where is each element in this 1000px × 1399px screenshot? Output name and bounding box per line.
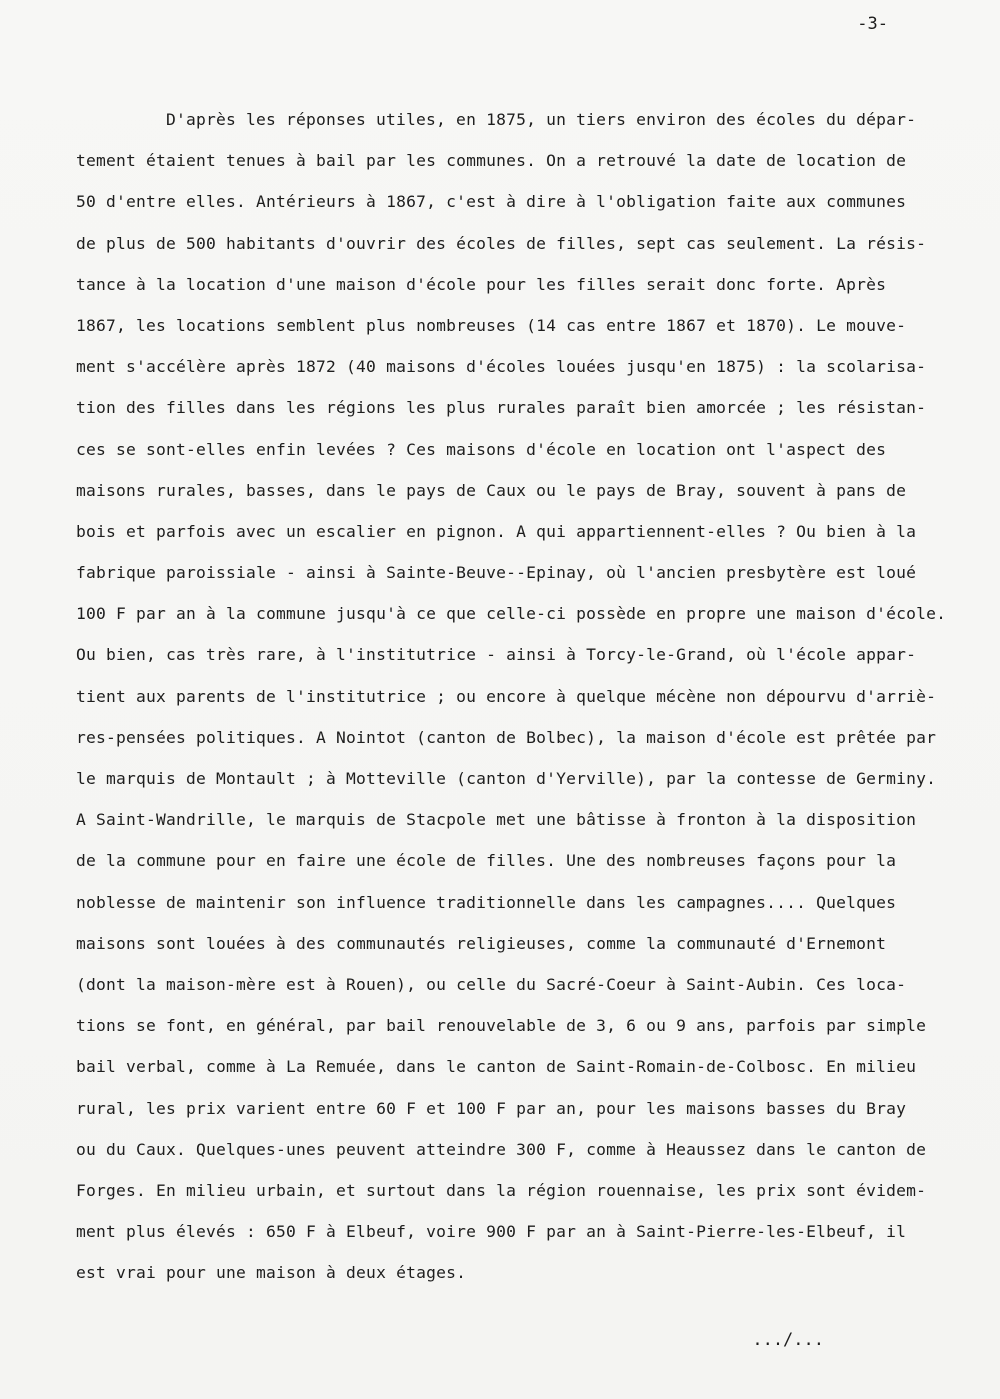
text-line: (dont la maison-mère est à Rouen), ou celle du Sacré-Coeur à Saint-Aubin. Ces loca- xyxy=(76,974,907,994)
text-line: de plus de 500 habitants d'ouvrir des écoles de filles, sept cas seulement. La résis- xyxy=(76,233,927,253)
text-line: ces se sont-elles enfin levées ? Ces maisons d'école en location ont l'aspect des xyxy=(76,439,887,459)
text-line: est vrai pour une maison à deux étages. xyxy=(76,1263,467,1283)
text-line: A Saint-Wandrille, le marquis de Stacpole met une bâtisse à fronton à la disposition xyxy=(76,810,917,830)
text-line: 100 F par an à la commune jusqu'à ce que celle-ci possède en propre une maison d'école. xyxy=(76,604,947,624)
text-line: tement étaient tenues à bail par les communes. On a retrouvé la date de location de xyxy=(76,151,907,171)
text-line: tance à la location d'une maison d'école pour les filles serait donc forte. Après xyxy=(76,274,887,294)
text-line: rural, les prix varient entre 60 F et 100 F par an, pour les maisons basses du Bray xyxy=(76,1098,907,1118)
text-line: Ou bien, cas très rare, à l'institutrice - ainsi à Torcy-le-Grand, où l'école appar- xyxy=(76,645,917,665)
text-line: ment plus élevés : 650 F à Elbeuf, voire 900 F par an à Saint-Pierre-les-Elbeuf, il xyxy=(76,1222,907,1242)
text-line: D'après les réponses utiles, en 1875, un tiers environ des écoles du dépar- xyxy=(166,110,917,129)
text-line: bois et parfois avec un escalier en pignon. A qui appartiennent-elles ? Ou bien à la xyxy=(76,521,917,541)
text-line: 50 d'entre elles. Antérieurs à 1867, c'est à dire à l'obligation faite aux communes xyxy=(76,192,907,212)
text-line: Forges. En milieu urbain, et surtout dans la région rouennaise, les prix sont évidem- xyxy=(76,1180,927,1200)
text-line: le marquis de Montault ; à Motteville (canton d'Yerville), par la contesse de Germiny. xyxy=(76,769,937,788)
text-line: fabrique paroissiale - ainsi à Sainte-Beuve--Epinay, où l'ancien presbytère est loué xyxy=(76,563,917,583)
text-line: tions se font, en général, par bail renouvelable de 3, 6 ou 9 ans, parfois par simple xyxy=(76,1016,927,1036)
text-line: noblesse de maintenir son influence traditionnelle dans les campagnes.... Quelques xyxy=(76,892,897,912)
text-line: res-pensées politiques. A Nointot (canton de Bolbec), la maison d'école est prêtée par xyxy=(76,727,937,747)
page-number: -3- xyxy=(857,14,888,34)
text-line: maisons rurales, basses, dans le pays de Caux ou le pays de Bray, souvent à pans de xyxy=(76,480,907,500)
text-line: ou du Caux. Quelques-unes peuvent atteindre 300 F, comme à Heaussez dans le canton de xyxy=(76,1139,927,1159)
text-line: ment s'accélère après 1872 (40 maisons d'écoles louées jusqu'en 1875) : la scolarisa- xyxy=(76,357,927,377)
text-line: 1867, les locations semblent plus nombreuses (14 cas entre 1867 et 1870). Le mouve- xyxy=(76,315,907,335)
text-line: de la commune pour en faire une école de filles. Une des nombreuses façons pour la xyxy=(76,851,897,871)
body-paragraph xyxy=(76,99,986,1293)
text-line: maisons sont louées à des communautés religieuses, comme la communauté d'Ernemont xyxy=(76,933,887,953)
text-line: tion des filles dans les régions les plus rurales paraît bien amorcée ; les résistan- xyxy=(76,398,927,418)
text-line: bail verbal, comme à La Remuée, dans le canton de Saint-Romain-de-Colbosc. En milieu xyxy=(76,1057,917,1077)
text-line: tient aux parents de l'institutrice ; ou encore à quelque mécène non dépourvu d'arriè- xyxy=(76,686,937,706)
continuation-mark: .../... xyxy=(752,1330,824,1350)
